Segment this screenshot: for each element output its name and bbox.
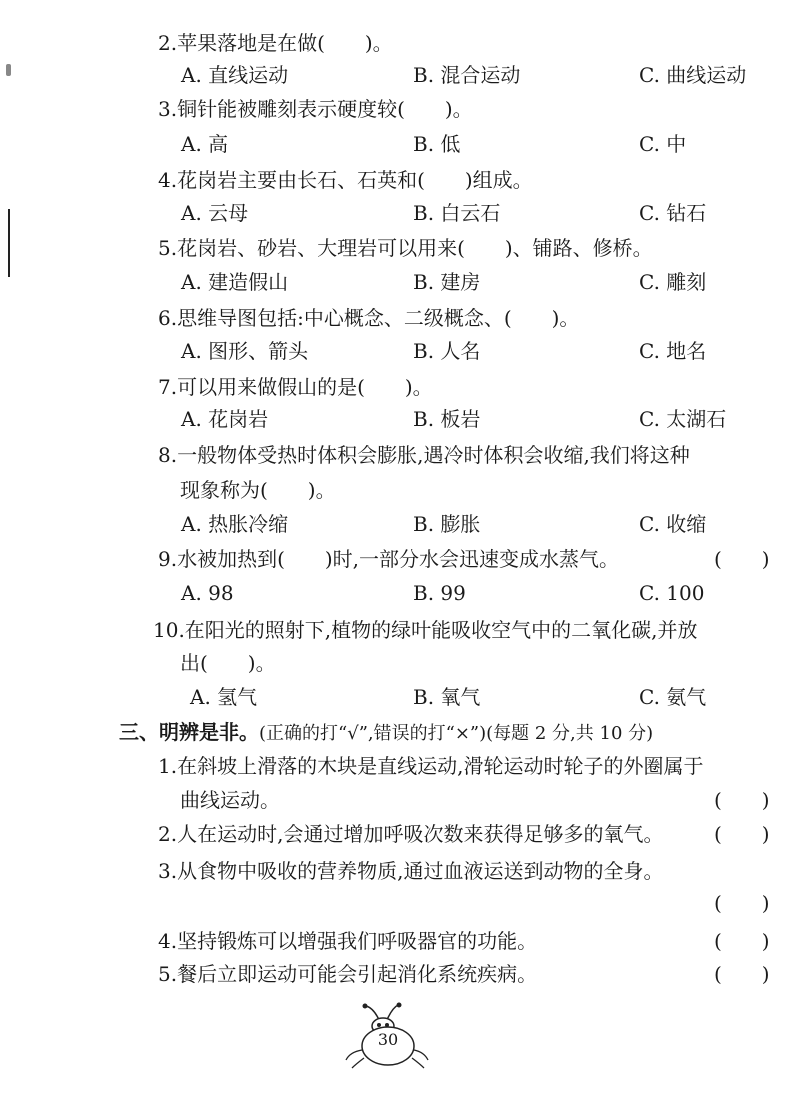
judge-5: 5.餐后立即运动可能会引起消化系统疾病。: [158, 962, 538, 986]
judge-1: 1.在斜坡上滑落的木块是直线运动,滑轮运动时轮子的外圈属于: [158, 754, 704, 778]
q10-option-b: B. 氧气: [413, 685, 481, 709]
q4-option-b: B. 白云石: [413, 201, 501, 225]
judge-4: 4.坚持锻炼可以增强我们呼吸器官的功能。: [158, 929, 538, 953]
q2-option-c: C. 曲线运动: [639, 63, 747, 87]
judge-1-cont: 曲线运动。: [180, 788, 280, 812]
q4-option-a: A. 云母: [181, 201, 249, 225]
q9-option-a: A. 98: [181, 581, 234, 605]
q10-option-a: A. 氢气: [190, 685, 258, 709]
q6-option-c: C. 地名: [639, 339, 707, 363]
margin-dot: [6, 64, 11, 76]
q3-option-b: B. 低: [413, 132, 461, 156]
question-2: 2.苹果落地是在做( )。: [158, 31, 393, 55]
q10-option-c: C. 氨气: [639, 685, 707, 709]
question-3: 3.铜针能被雕刻表示硬度较( )。: [158, 97, 473, 121]
q8-option-a: A. 热胀冷缩: [181, 512, 289, 536]
judge-3: 3.从食物中吸收的营养物质,通过血液运送到动物的全身。: [158, 859, 664, 883]
q5-option-a: A. 建造假山: [181, 270, 289, 294]
judge-3-paren: ( ): [714, 891, 770, 915]
q2-option-a: A. 直线运动: [181, 63, 289, 87]
q4-option-c: C. 钻石: [639, 201, 707, 225]
question-8-cont: 现象称为( )。: [180, 478, 336, 502]
q9-option-c: C. 100: [639, 581, 705, 605]
section-3-title: 三、明辨是非。: [119, 720, 259, 744]
q7-option-a: A. 花岗岩: [181, 407, 269, 431]
q3-option-a: A. 高: [181, 132, 229, 156]
q2-option-b: B. 混合运动: [413, 63, 521, 87]
q7-option-b: B. 板岩: [413, 407, 481, 431]
question-5: 5.花岗岩、砂岩、大理岩可以用来( )、铺路、修桥。: [158, 236, 653, 260]
section-3-heading: [119, 718, 653, 748]
question-6: 6.思维导图包括:中心概念、二级概念、( )。: [158, 306, 580, 330]
question-10: 10.在阳光的照射下,植物的绿叶能吸收空气中的二氧化碳,并放: [153, 618, 698, 642]
judge-4-paren: ( ): [714, 929, 770, 953]
q5-option-c: C. 雕刻: [639, 270, 707, 294]
judge-1-paren: ( ): [714, 788, 770, 812]
q6-option-a: A. 图形、箭头: [181, 339, 309, 363]
judge-2: 2.人在运动时,会通过增加呼吸次数来获得足够多的氧气。: [158, 822, 664, 846]
q6-option-b: B. 人名: [413, 339, 481, 363]
section-3-instructions: (正确的打“√”,错误的打“×”)(每题 2 分,共 10 分): [259, 723, 654, 744]
q8-option-b: B. 膨胀: [413, 512, 481, 536]
judge-2-paren: ( ): [714, 822, 770, 846]
page-number: 30: [377, 1030, 399, 1049]
question-8: 8.一般物体受热时体积会膨胀,遇冷时体积会收缩,我们将这种: [158, 443, 690, 467]
q3-option-c: C. 中: [639, 132, 687, 156]
q9-answer-paren: ( ): [714, 547, 770, 571]
question-4: 4.花岗岩主要由长石、石英和( )组成。: [158, 168, 533, 192]
q9-option-b: B. 99: [413, 581, 466, 605]
question-7: 7.可以用来做假山的是( )。: [158, 375, 433, 399]
question-9: 9.水被加热到( )时,一部分水会迅速变成水蒸气。: [158, 547, 620, 571]
question-10-cont: 出( )。: [180, 651, 276, 675]
q7-option-c: C. 太湖石: [639, 407, 727, 431]
q5-option-b: B. 建房: [413, 270, 481, 294]
q8-option-c: C. 收缩: [639, 512, 707, 536]
binding-mark: [8, 209, 10, 277]
judge-5-paren: ( ): [714, 962, 770, 986]
